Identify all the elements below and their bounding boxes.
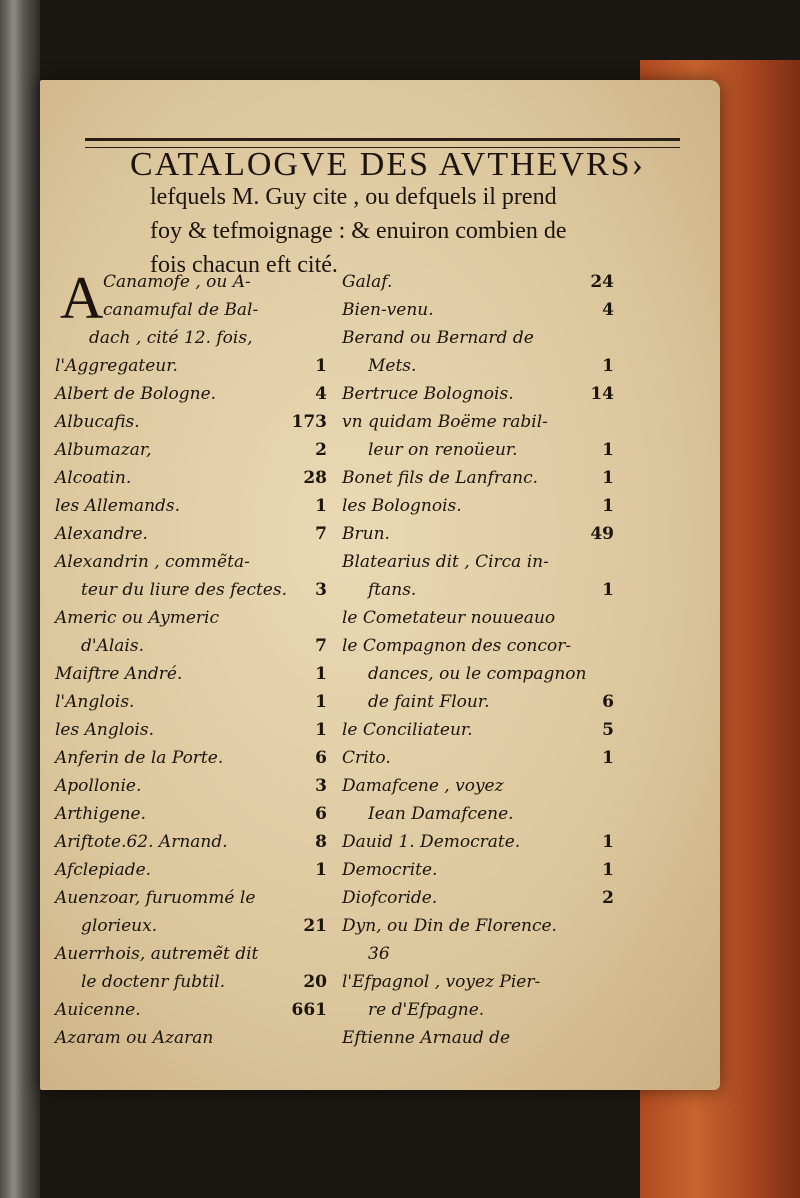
- entry-count: 24: [590, 272, 614, 292]
- entry-count: 6: [315, 804, 327, 824]
- entry-author: Bertruce Bolognois.: [342, 384, 514, 404]
- entry-count: 1: [315, 664, 327, 684]
- catalog-entry: [55, 268, 327, 296]
- entry-count: 4: [602, 300, 614, 320]
- catalog-entry: [342, 380, 614, 408]
- catalog-entry: [342, 688, 614, 716]
- catalog-entry: [55, 632, 327, 660]
- catalog-entry: [342, 940, 614, 968]
- entry-author: les Bolognois.: [342, 496, 462, 516]
- entry-count: 1: [602, 580, 614, 600]
- entry-author: d'Alais.: [81, 636, 144, 656]
- intro-line-2: foy & tefmoignage : & enuiron combien de: [150, 218, 567, 244]
- catalog-entry: [55, 688, 327, 716]
- entry-author: glorieux.: [81, 916, 158, 936]
- catalog-entry: [55, 744, 327, 772]
- entry-count: 173: [291, 412, 327, 432]
- entry-count: 7: [315, 524, 327, 544]
- entry-author: Dauid 1. Democrate.: [342, 832, 521, 852]
- catalog-entry: [342, 268, 614, 296]
- entry-author: Auicenne.: [55, 1000, 141, 1020]
- catalog-entry: [55, 660, 327, 688]
- catalog-entry: [342, 352, 614, 380]
- entry-count: 1: [315, 720, 327, 740]
- entry-author: 36: [368, 944, 390, 964]
- catalog-entry: [342, 520, 614, 548]
- catalog-entry: [55, 492, 327, 520]
- catalog-entry: [342, 408, 614, 436]
- entry-author: Damafcene , voyez: [342, 776, 504, 796]
- entry-count: 28: [303, 468, 327, 488]
- entry-author: l'Efpagnol , voyez Pier-: [342, 972, 541, 992]
- entry-count: 2: [602, 888, 614, 908]
- entry-author: de faint Flour.: [368, 692, 490, 712]
- catalog-entry: [55, 800, 327, 828]
- entry-author: Alexandrin , commẽta-: [55, 552, 250, 572]
- intro-line-1: lefquels M. Guy cite , ou defquels il prend: [150, 184, 557, 210]
- entry-count: 49: [590, 524, 614, 544]
- catalog-entry: [342, 604, 614, 632]
- entry-author: Bien-venu.: [342, 300, 434, 320]
- entry-count: 8: [315, 832, 327, 852]
- entry-count: 4: [315, 384, 327, 404]
- entry-author: Mets.: [368, 356, 417, 376]
- entry-author: le Cometateur nouueauo: [342, 608, 556, 628]
- entry-count: 3: [315, 580, 327, 600]
- book-binding-edge: [0, 0, 40, 1198]
- entry-author: Iean Damafcene.: [368, 804, 514, 824]
- entry-author: Albucafis.: [55, 412, 140, 432]
- entry-author: le Conciliateur.: [342, 720, 473, 740]
- entry-author: Auenzoar, furuommé le: [55, 888, 256, 908]
- entry-author: Auerrhois, autremẽt dit: [55, 944, 259, 964]
- entry-author: Crito.: [342, 748, 391, 768]
- catalog-entry: [342, 744, 614, 772]
- catalog-entry: [55, 856, 327, 884]
- entry-count: 5: [602, 720, 614, 740]
- catalog-entry: [55, 996, 327, 1024]
- entry-count: 1: [602, 356, 614, 376]
- entry-author: les Anglois.: [55, 720, 154, 740]
- entry-author: Bonet fils de Lanfranc.: [342, 468, 539, 488]
- entry-author: dances, ou le compagnon: [368, 664, 587, 684]
- entry-count: 1: [315, 692, 327, 712]
- entry-author: Democrite.: [342, 860, 438, 880]
- entry-count: 1: [602, 832, 614, 852]
- catalog-entry: [55, 828, 327, 856]
- entry-author: Blatearius dit , Circa in-: [342, 552, 549, 572]
- page-title: CATALOGVE DES AVTHEVRS›: [130, 146, 645, 183]
- catalog-entry: [55, 436, 327, 464]
- entry-author: Canamofe , ou A-: [103, 272, 251, 292]
- entry-count: 1: [315, 860, 327, 880]
- catalog-entry: [55, 604, 327, 632]
- entry-count: 1: [602, 860, 614, 880]
- entry-author: Brun.: [342, 524, 390, 544]
- entry-author: Arthigene.: [55, 804, 146, 824]
- entry-author: Alcoatin.: [55, 468, 132, 488]
- entry-author: Albert de Bologne.: [55, 384, 217, 404]
- catalog-entry: [342, 296, 614, 324]
- entry-author: canamufal de Bal-: [103, 300, 259, 320]
- entry-author: Americ ou Aymeric: [55, 608, 219, 628]
- catalog-entry: [342, 800, 614, 828]
- entry-author: Maiftre André.: [55, 664, 183, 684]
- entry-count: 21: [303, 916, 327, 936]
- entry-count: 661: [291, 1000, 327, 1020]
- entry-count: 1: [315, 496, 327, 516]
- catalog-entry: [55, 324, 327, 352]
- entry-author: Ariftote.62. Arnand.: [55, 832, 228, 852]
- entry-author: re d'Efpagne.: [368, 1000, 485, 1020]
- entry-author: ftans.: [368, 580, 417, 600]
- entry-author: Apollonie.: [55, 776, 142, 796]
- catalog-entry: [342, 660, 614, 688]
- catalog-entry: [55, 548, 327, 576]
- entry-author: Afclepiade.: [55, 860, 152, 880]
- intro-line-3: fois chacun eft cité.: [150, 252, 338, 278]
- entry-author: le doctenr fubtil.: [81, 972, 226, 992]
- catalog-entry: [55, 296, 327, 324]
- catalog-entry: [55, 520, 327, 548]
- entry-count: 6: [602, 692, 614, 712]
- catalog-entry: [342, 828, 614, 856]
- catalog-entry: [342, 968, 614, 996]
- catalog-entry: [55, 912, 327, 940]
- entry-author: Anferin de la Porte.: [55, 748, 224, 768]
- entry-author: Alexandre.: [55, 524, 148, 544]
- entry-count: 1: [602, 496, 614, 516]
- entry-author: Azaram ou Azaran: [55, 1028, 214, 1048]
- catalog-entry: [342, 912, 614, 940]
- catalog-entry: [342, 436, 614, 464]
- catalog-entry: [55, 464, 327, 492]
- catalog-entry: [55, 380, 327, 408]
- catalog-entry: [342, 996, 614, 1024]
- entry-count: 20: [303, 972, 327, 992]
- catalog-entry: [342, 464, 614, 492]
- entry-count: 3: [315, 776, 327, 796]
- catalog-entry: [342, 884, 614, 912]
- catalog-entry: [342, 716, 614, 744]
- catalog-entry: [55, 772, 327, 800]
- catalog-entry: [55, 716, 327, 744]
- catalog-entry: [55, 940, 327, 968]
- catalog-entry: [342, 324, 614, 352]
- catalog-entry: [342, 632, 614, 660]
- entry-author: le Compagnon des concor-: [342, 636, 572, 656]
- drop-cap: A: [60, 265, 104, 331]
- entry-author: Diofcoride.: [342, 888, 438, 908]
- entry-author: teur du liure des fectes.: [81, 580, 287, 600]
- entry-author: Galaf.: [342, 272, 393, 292]
- catalog-entry: [342, 856, 614, 884]
- entry-count: 6: [315, 748, 327, 768]
- entry-author: vn quidam Boëme rabil-: [342, 412, 548, 432]
- entry-author: Albumazar,: [55, 440, 152, 460]
- catalog-entry: [342, 492, 614, 520]
- entry-count: 1: [602, 468, 614, 488]
- catalog-entry: [55, 576, 327, 604]
- catalog-entry: [55, 408, 327, 436]
- entry-count: 1: [602, 748, 614, 768]
- entry-count: 2: [315, 440, 327, 460]
- entry-count: 7: [315, 636, 327, 656]
- entry-author: l'Anglois.: [55, 692, 135, 712]
- entry-count: 14: [590, 384, 614, 404]
- left-column: [55, 265, 327, 1052]
- catalog-entry: [55, 1024, 327, 1052]
- entry-author: Berand ou Bernard de: [342, 328, 534, 348]
- catalog-entry: [55, 352, 327, 380]
- entry-author: Dyn, ou Din de Florence.: [342, 916, 557, 936]
- entry-count: 1: [602, 440, 614, 460]
- entry-count: 1: [315, 356, 327, 376]
- entry-author: Eftienne Arnaud de: [342, 1028, 511, 1048]
- catalog-entry: [55, 968, 327, 996]
- right-column: [342, 268, 614, 1052]
- entry-author: leur on renoüeur.: [368, 440, 518, 460]
- catalog-entry: [342, 548, 614, 576]
- entry-author: dach , cité 12. fois,: [89, 328, 253, 348]
- catalog-entry: [342, 772, 614, 800]
- entry-author: l'Aggregateur.: [55, 356, 178, 376]
- catalog-entry: [342, 576, 614, 604]
- catalog-entry: [55, 884, 327, 912]
- entry-author: les Allemands.: [55, 496, 181, 516]
- catalog-entry: [342, 1024, 614, 1052]
